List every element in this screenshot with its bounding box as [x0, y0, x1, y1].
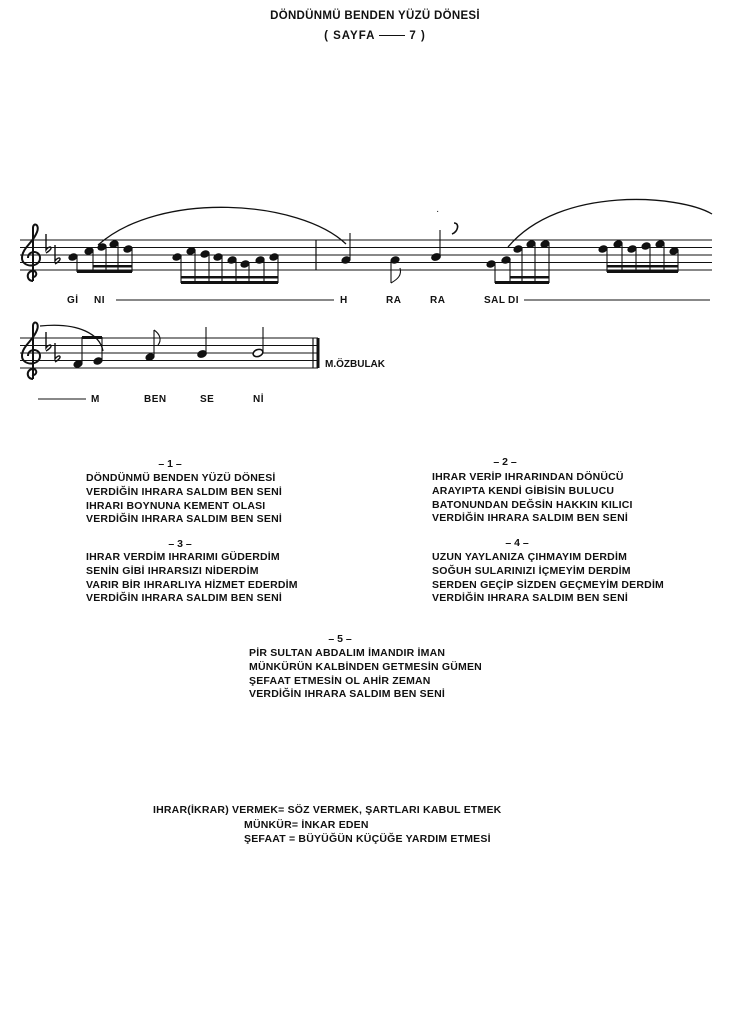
- lyric-syllable: NI: [94, 295, 105, 306]
- lyric-syllable: Nİ: [253, 394, 264, 405]
- svg-text:·: ·: [436, 206, 440, 217]
- treble-clef-icon: [22, 323, 40, 379]
- verse-1: [86, 472, 282, 527]
- verse-3: [86, 551, 298, 606]
- verse-line: ŞEFAAT ETMESİN OL AHİR ZEMAN: [249, 674, 431, 687]
- lyric-syllable: BEN: [144, 394, 167, 405]
- lyric-syllable: SAL: [484, 295, 506, 306]
- lyric-syllable: Gİ: [67, 295, 79, 306]
- verse-line: SENİN GİBİ IHRARSIZI NİDERDİM: [86, 564, 259, 577]
- verse-line: VERDİĞİN IHRARA SALDIM BEN SENİ: [249, 688, 445, 701]
- verse-line: UZUN YAYLANIZA ÇIHMAYIM DERDİM: [432, 551, 628, 563]
- glossary-entry: [244, 818, 369, 832]
- composer-name: M.ÖZBULAK: [325, 359, 385, 370]
- verse-line: IHRARI BOYNUNA KEMENT OLASI: [86, 499, 266, 512]
- verse-line: VERDİĞİN IHRARA SALDIM BEN SENİ: [86, 513, 282, 526]
- slurs: [40, 199, 712, 351]
- verse-number: – 3 –: [168, 538, 192, 550]
- verse-line: VERDİĞİN IHRARA SALDIM BEN SENİ: [432, 512, 628, 525]
- lyric-syllable: M: [91, 394, 100, 405]
- verse-line: MÜNKÜRÜN KALBİNDEN GETMESİN GÜMEN: [249, 660, 482, 673]
- verse-line: VARIR BİR IHRARLIYA HİZMET EDERDİM: [86, 578, 298, 591]
- system-2-notes: [73, 327, 318, 368]
- glossary-definition: = SÖZ VERMEK, ŞARTLARI KABUL ETMEK: [278, 804, 502, 816]
- verse-number: – 1 –: [158, 458, 182, 470]
- verse-2: [432, 471, 633, 526]
- treble-clef-icon: [22, 225, 40, 281]
- lyric-syllable: DI: [508, 295, 519, 306]
- verse-line: VERDİĞİN IHRARA SALDIM BEN SENİ: [432, 592, 628, 605]
- verse-line: SOĞUH SULARINIZI İÇMEYİM DERDİM: [432, 564, 631, 577]
- verse-line: IHRAR VERDİM IHRARIMI GÜDERDİM: [86, 551, 280, 563]
- glossary-entry: [153, 803, 501, 817]
- verse-line: VERDİĞİN IHRARA SALDIM BEN SENİ: [86, 485, 282, 498]
- flat-icon: [46, 234, 60, 362]
- verse-4: [432, 551, 664, 606]
- page-suffix: ): [421, 30, 426, 42]
- lyric-extenders: [38, 300, 710, 399]
- lyric-syllable: SE: [200, 394, 215, 405]
- page-number: 7: [409, 30, 417, 42]
- glossary-term: IHRAR(İKRAR) VERMEK: [153, 804, 279, 816]
- glossary-entry: [244, 832, 491, 846]
- music-score: [0, 0, 750, 420]
- lyric-syllable: H: [340, 295, 348, 306]
- song-title: DÖNDÜNMÜ BENDEN YÜZÜ DÖNESİ: [270, 10, 480, 22]
- verse-line: BATONUNDAN DEĞSİN HAKKIN KILICI: [432, 498, 633, 511]
- glossary-term: MÜNKÜR: [244, 819, 292, 831]
- verse-line: IHRAR VERİP IHRARINDAN DÖNÜCÜ: [432, 471, 624, 483]
- glossary-definition: = İNKAR EDEN: [291, 819, 369, 831]
- staff-2-lines: [20, 338, 318, 368]
- verse-line: DÖNDÜNMÜ BENDEN YÜZÜ DÖNESİ: [86, 472, 276, 484]
- lyric-syllable: RA: [386, 295, 402, 306]
- system-1-notes: [68, 223, 679, 284]
- verse-number: – 4 –: [505, 537, 529, 549]
- page-prefix: ( SAYFA: [324, 30, 376, 42]
- glossary-definition: = BÜYÜĞÜN KÜÇÜĞE YARDIM ETMESİ: [285, 833, 491, 845]
- verse-5: [249, 647, 482, 702]
- verse-line: ARAYIPTA KENDİ GİBİSİN BULUCU: [432, 484, 615, 497]
- verse-number: – 5 –: [328, 633, 352, 645]
- verse-line: VERDİĞİN IHRARA SALDIM BEN SENİ: [86, 592, 282, 605]
- glossary-term: ŞEFAAT: [244, 833, 286, 845]
- verse-line: PİR SULTAN ABDALIM İMANDIR İMAN: [249, 647, 446, 659]
- verse-number: – 2 –: [493, 456, 517, 468]
- lyric-syllable: RA: [430, 295, 446, 306]
- verse-line: SERDEN GEÇİP SİZDEN GEÇMEYİM DERDİM: [432, 578, 665, 591]
